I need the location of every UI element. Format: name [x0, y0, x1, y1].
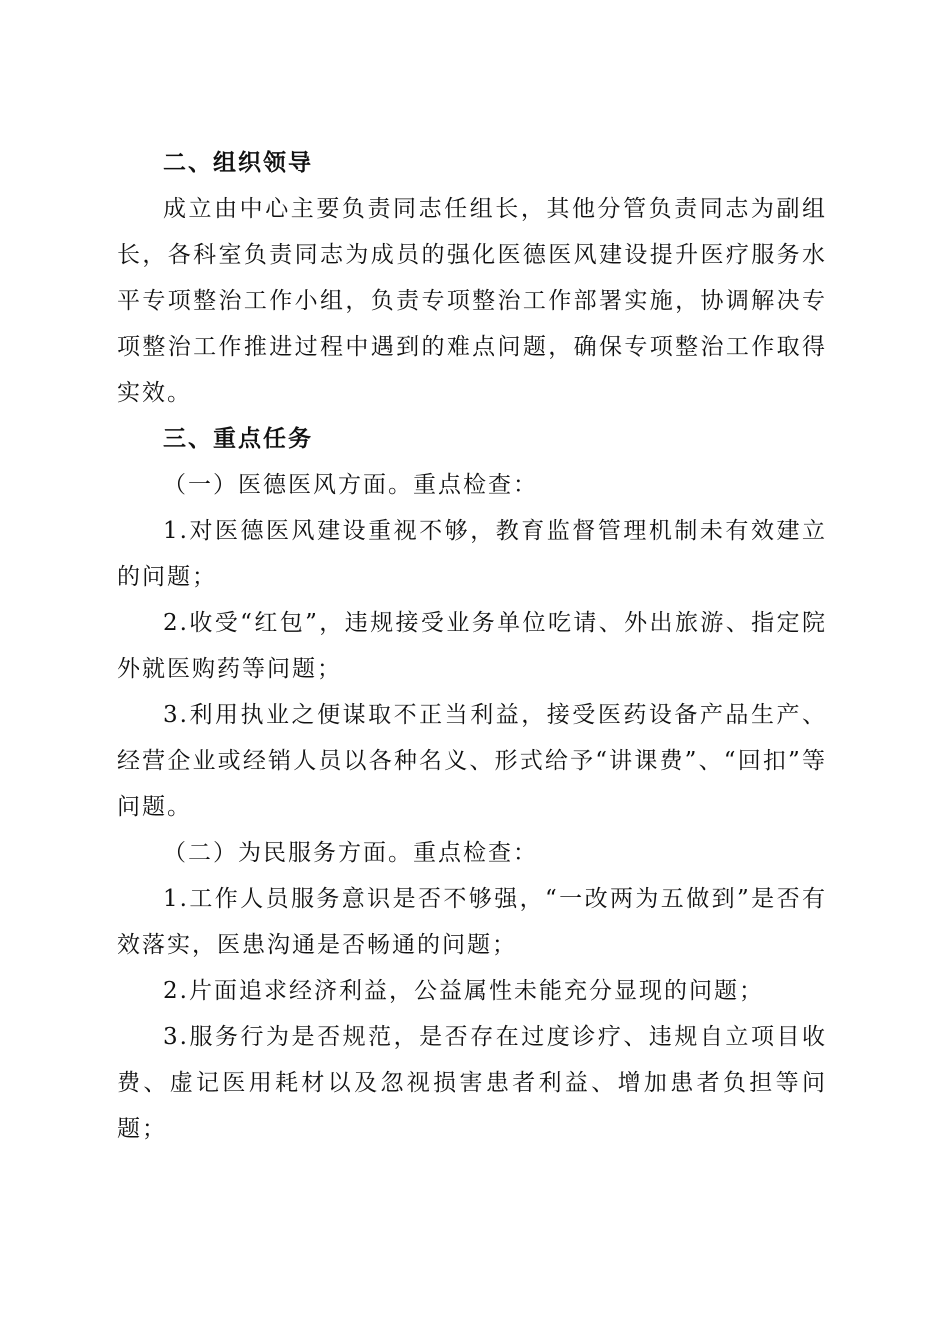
- document-body: [117, 140, 827, 1152]
- list-item: 1.工作人员服务意识是否不够强，“一改两为五做到”是否有效落实，医患沟通是否畅通的问题；: [117, 886, 827, 958]
- list-item: 1.对医德医风建设重视不够，教育监督管理机制未有效建立的问题；: [117, 518, 827, 590]
- section-heading-key-tasks: 三、重点任务: [163, 426, 313, 452]
- organization-paragraph: 成立由中心主要负责同志任组长，其他分管负责同志为副组长，各科室负责同志为成员的强化医德医风建设提升医疗服务水平专项整治工作小组，负责专项整治工作部署实施，协调解决专项整治工作推进过程中遇到的难点问题，确保专项整治工作取得实效。: [117, 196, 827, 406]
- list-item: 2.片面追求经济利益，公益属性未能充分显现的问题；: [163, 978, 764, 1004]
- section-heading-organization: 二、组织领导: [163, 150, 313, 176]
- list-item: 3.利用执业之便谋取不正当利益，接受医药设备产品生产、经营企业或经销人员以各种名义、形式给予“讲课费”、“回扣”等问题。: [117, 702, 827, 820]
- subsection-title-public-service: （二）为民服务方面。重点检查：: [163, 840, 538, 866]
- list-item: 2.收受“红包”，违规接受业务单位吃请、外出旅游、指定院外就医购药等问题；: [117, 610, 827, 682]
- list-item: 3.服务行为是否规范，是否存在过度诊疗、违规自立项目收费、虚记医用耗材以及忽视损害患者利益、增加患者负担等问题；: [117, 1024, 827, 1142]
- subsection-title-medical-ethics: （一）医德医风方面。重点检查：: [163, 472, 538, 498]
